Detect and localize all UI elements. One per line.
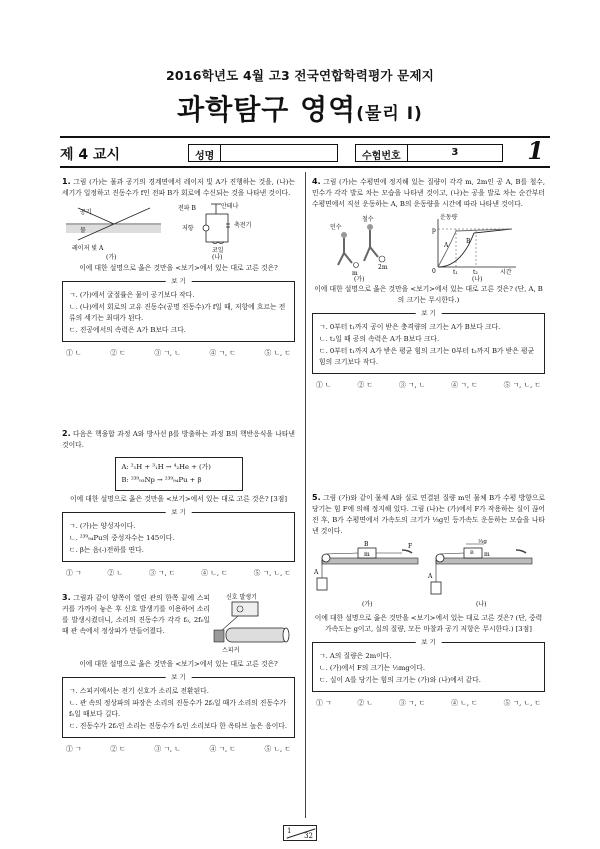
- q4-fig-label-series-a: A: [444, 242, 449, 249]
- choice-option[interactable]: ① ㄱ: [66, 745, 82, 753]
- q5-fig-label-b2: B: [470, 550, 474, 556]
- q5-fig-label-mass: m: [364, 551, 370, 558]
- name-box: [188, 144, 338, 162]
- q4-fig-label-minsu: 민수: [330, 224, 342, 231]
- q5-fig-label-accel: ⅓g: [478, 539, 487, 545]
- question-5-number: 5.: [312, 493, 321, 502]
- q4-fig-label-mass-a: m: [352, 270, 358, 277]
- q1-fig-label-wave: 전파 B: [178, 205, 196, 212]
- choice-option[interactable]: ③ ㄱ, ㄷ: [148, 569, 176, 577]
- exam-number-box: [355, 144, 503, 162]
- question-1-bogi-item: ㄱ. (가)에서 굴절률은 물이 공기보다 작다.: [69, 291, 195, 299]
- q3-fig-label-speaker: 스피커: [222, 647, 240, 654]
- q1-fig-caption-b: (나): [212, 254, 223, 261]
- question-4-text: 그림 (가)는 수평면에 정지해 있는 질량이 각각 m, 2m인 공 A, B를 철수, 민수가 각각 발로 차는 모습을 나타낸 것이고, (나)는 공을 발로 차는 순간부터 수평면에서 직선 운동하는 A, B의 운동량을 시간에 따라 나타낸 것이다.: [312, 178, 545, 208]
- footer-total: 32: [304, 832, 313, 840]
- question-2-choices: [62, 568, 295, 579]
- q1-fig-label-laser: 레이저 빛 A: [72, 245, 104, 252]
- question-2-equation-b: B: ²³⁹₉₃Np → ²³⁹₉₄Pu + β: [121, 476, 202, 484]
- question-5-bogi-item: ㄱ. A의 질량은 2m이다.: [319, 652, 392, 660]
- q4-fig-label-t1: t₁: [453, 269, 458, 276]
- choice-option[interactable]: ⑤ ㄱ, ㄴ, ㄷ: [253, 569, 291, 577]
- q1-fig-label-water: 물: [80, 227, 86, 234]
- question-5: [312, 492, 545, 709]
- question-4-choices: [312, 380, 545, 391]
- q5-fig-caption-a: (가): [362, 601, 373, 608]
- q5-fig-caption-b: (나): [476, 601, 487, 608]
- choice-option[interactable]: ④ ㄴ, ㄷ: [451, 699, 478, 707]
- question-2-bogi-item: ㄱ. (가)는 양성자이다.: [69, 522, 136, 530]
- q3-fig-label-generator: 신호 발생기: [226, 594, 257, 601]
- question-1-text: 그림 (가)는 물과 공기의 경계면에서 레이저 빛 A가 진행하는 것을, (나)는 세기가 일정하고 진동수가 f인 전파 B가 회로에 수신되는 것을 나타낸 것이다.: [62, 178, 295, 197]
- question-4-number: 4.: [312, 177, 321, 186]
- question-2-bogi-title: 보 기: [165, 507, 192, 518]
- q5-fig-label-a: A: [314, 569, 319, 576]
- q1-fig-label-antenna: 안테나: [221, 203, 239, 210]
- choice-option[interactable]: ③ ㄱ, ㄷ: [398, 699, 426, 707]
- question-1-bogi-title: 보 기: [165, 276, 192, 287]
- question-3-bogi-title: 보 기: [165, 672, 192, 683]
- choice-option[interactable]: ① ㄴ: [316, 381, 332, 389]
- question-3-bogi-item: ㄷ. 진동수가 2f₀인 소리는 진동수가 f₀인 소리보다 한 옥타브 높은 음이다.: [69, 722, 288, 730]
- question-2-bogi-item: ㄷ. β는 음(-)전하를 띤다.: [69, 546, 144, 554]
- choice-option[interactable]: ① ㄱ: [66, 569, 82, 577]
- q4-fig-label-series-b: B: [466, 238, 471, 245]
- question-3-bogi-item: ㄱ. 스피커에서는 전기 신호가 소리로 전환된다.: [69, 687, 209, 695]
- question-1-choices: [62, 348, 295, 359]
- question-3: [62, 592, 295, 755]
- period-label: 제 4 교시: [60, 147, 121, 163]
- q1-fig-label-capacitor: 축전기: [234, 222, 252, 229]
- q5-fig-label-a2: A: [428, 573, 433, 580]
- choice-option[interactable]: ③ ㄱ, ㄴ: [398, 381, 426, 389]
- q4-fig-caption-b: (나): [472, 276, 483, 283]
- question-1-bogi: [62, 277, 295, 342]
- choice-option[interactable]: ② ㄷ: [110, 745, 126, 753]
- choice-option[interactable]: ⑤ ㄱ, ㄴ, ㄷ: [503, 381, 541, 389]
- question-3-number: 3.: [62, 593, 71, 602]
- q4-fig-caption-a: (가): [354, 276, 365, 283]
- name-field: [221, 145, 337, 161]
- choice-option[interactable]: ① ㄴ: [66, 349, 82, 357]
- question-4-stem: [312, 176, 545, 210]
- name-label: 성명: [189, 145, 221, 161]
- question-4-bogi-item: ㄱ. 0부터 t₁까지 공이 받은 충격량의 크기는 A가 B보다 크다.: [319, 323, 501, 331]
- page-number-big: 1: [527, 136, 544, 165]
- question-4-ask: 이에 대한 설명으로 옳은 것만을 <보기>에서 있는 대로 고른 것은? (단, A, B의 크기는 무시한다.): [314, 285, 543, 304]
- question-1: [62, 176, 295, 359]
- question-3-bogi: [62, 673, 295, 738]
- q4-fig-label-p: p: [432, 227, 436, 234]
- choice-option[interactable]: ② ㄴ: [107, 569, 123, 577]
- question-3-choices: [62, 744, 295, 755]
- question-1-figure: [66, 202, 291, 260]
- column-divider: [305, 172, 306, 818]
- question-5-choices: [312, 698, 545, 709]
- question-2-ask: 이에 대한 설명으로 옳은 것만을 <보기>에서 있는 대로 고른 것은? [3점]: [70, 495, 287, 503]
- question-2-bogi-item: ㄴ. ²³⁹₉₄Pu의 중성자수는 145이다.: [69, 534, 175, 542]
- question-4-bogi: [312, 309, 545, 374]
- choice-option[interactable]: ④ ㄱ, ㄷ: [451, 381, 478, 389]
- question-5-bogi: [312, 638, 545, 692]
- q4-fig-label-origin: 0: [432, 268, 436, 275]
- question-5-ask: 이에 대한 설명으로 옳은 것만을 <보기>에서 있는 대로 고른 것은? (단, 중력 가속도는 g이고, 실의 질량, 모든 마찰과 공기 저항은 무시한다.) [3점]: [314, 614, 543, 633]
- question-2-number: 2.: [62, 429, 71, 438]
- question-3-stem: [62, 592, 210, 656]
- q5-fig-label-force: F: [408, 543, 413, 550]
- question-4-bogi-item: ㄷ. 0부터 t₁까지 A가 받은 평균 힘의 크기는 0부터 t₂까지 B가 받은 평균 힘의 크기보다 작다.: [319, 347, 535, 366]
- choice-option[interactable]: ④ ㄱ, ㄷ: [209, 745, 236, 753]
- question-5-bogi-title: 보 기: [415, 637, 442, 648]
- choice-option[interactable]: ③ ㄱ, ㄴ: [154, 349, 181, 357]
- footer-page: 1: [287, 827, 292, 835]
- choice-option[interactable]: ③ ㄱ, ㄴ: [154, 745, 181, 753]
- question-4-figure: [316, 213, 541, 281]
- q5-fig-label-mass2: m: [484, 551, 490, 558]
- exam-title-suffix: (물리 I): [356, 104, 423, 124]
- question-2-stem: [62, 428, 295, 451]
- page-footer: [283, 825, 317, 841]
- q4-fig-label-t2: t₂: [473, 269, 478, 276]
- question-5-stem: [312, 492, 545, 537]
- exam-title-main: 과학탐구 영역: [177, 93, 357, 126]
- q1-fig-label-resistor: 저항: [182, 225, 194, 232]
- question-3-text: 그림과 같이 양쪽이 열린 관의 한쪽 끝에 스피커를 가까이 놓은 후 신호 발생기를 이용하여 소리를 발생시켰더니, 소리의 진동수가 각각 f₀, 2f₀일 때 관 속에서 정상파가 만들어졌다.: [62, 594, 210, 635]
- question-1-number: 1.: [62, 177, 71, 186]
- question-2: [62, 428, 295, 579]
- question-2-bogi: [62, 508, 295, 562]
- choice-option[interactable]: ① ㄱ: [316, 699, 332, 707]
- exam-number-label: 수험번호: [356, 145, 408, 161]
- choice-option[interactable]: ⑤ ㄴ, ㄷ: [264, 349, 291, 357]
- question-4: [312, 176, 545, 391]
- question-4-bogi-item: ㄴ. t₂일 때 공의 속력은 A가 B보다 크다.: [319, 335, 440, 343]
- header-top-rule: [60, 136, 550, 138]
- choice-option[interactable]: ② ㄷ: [110, 349, 126, 357]
- exam-title: [0, 88, 600, 128]
- question-2-text: 다음은 핵융합 과정 A와 방사선 β를 방출하는 과정 B의 핵반응식을 나타낸 것이다.: [62, 430, 295, 449]
- choice-option[interactable]: ④ ㄴ, ㄷ: [201, 569, 228, 577]
- question-2-equation-a: A: ²₁H + ³₁H → ⁴₂He + (가): [121, 463, 211, 471]
- question-3-figure: [210, 592, 294, 656]
- question-3-bogi-item: ㄴ. 관 속의 정상파의 파장은 소리의 진동수가 2f₀일 때가 소리의 진동수가 f₀일 때보다 길다.: [69, 699, 287, 718]
- q4-fig-label-mass-b: 2m: [378, 264, 388, 271]
- question-1-bogi-item: ㄷ. 진공에서의 속력은 A가 B보다 크다.: [69, 326, 186, 334]
- question-1-ask: 이에 대한 설명으로 옳은 것만을 <보기>에서 있는 대로 고른 것은?: [79, 264, 278, 272]
- question-3-stem-row: [62, 592, 295, 656]
- question-5-bogi-item: ㄴ. (가)에서 F의 크기는 ½mg이다.: [319, 664, 426, 672]
- q1-fig-caption-a: (가): [106, 254, 117, 261]
- q4-fig-label-time: 시간: [500, 269, 512, 276]
- exam-subtitle: 2016학년도 4월 고3 전국연합학력평가 문제지: [166, 68, 434, 83]
- info-bar: [60, 136, 550, 165]
- choice-option[interactable]: ② ㄷ: [357, 381, 373, 389]
- q4-fig-label-cheolsu: 철수: [362, 216, 374, 223]
- q5-fig-label-b: B: [364, 541, 369, 548]
- q1-fig-label-air: 공기: [80, 209, 92, 216]
- choice-option[interactable]: ⑤ ㄴ, ㄷ: [264, 745, 291, 753]
- choice-option[interactable]: ⑤ ㄱ, ㄴ, ㄷ: [503, 699, 541, 707]
- choice-option[interactable]: ④ ㄱ, ㄷ: [209, 349, 236, 357]
- q1-fig-label-coil: 코일: [212, 247, 224, 254]
- question-1-bogi-item: ㄴ. (나)에서 회로의 고유 진동수(공명 진동수)가 f일 때, 저항에 흐르는 전류의 세기는 최대가 된다.: [69, 303, 286, 322]
- question-5-text: 그림 (가)와 같이 물체 A와 실로 연결된 질량 m인 물체 B가 수평 방향으로 당기는 힘 F에 의해 정지해 있다. 그림 (나)는 (가)에서 F가 작용하는 실이 끊어진 후, B가 수평면에서 가속도의 크기가 ⅓g인 등가속도 운동하는 모습을 나타낸 것이다.: [312, 494, 545, 535]
- question-1-stem: [62, 176, 295, 199]
- choice-option[interactable]: ② ㄴ: [357, 699, 373, 707]
- question-5-figure: [316, 540, 541, 610]
- question-5-bogi-item: ㄷ. 실이 A를 당기는 힘의 크기는 (가)와 (나)에서 같다.: [319, 676, 481, 684]
- question-2-equation-box: [115, 457, 243, 491]
- question-4-bogi-title: 보 기: [415, 308, 442, 319]
- header-bottom-rule: [60, 166, 550, 168]
- question-3-ask: 이에 대한 설명으로 옳은 것만을 <보기>에서 있는 대로 고른 것은?: [79, 660, 278, 668]
- q4-fig-label-momentum: 운동량: [440, 214, 458, 221]
- exam-number-value: 3: [451, 147, 459, 158]
